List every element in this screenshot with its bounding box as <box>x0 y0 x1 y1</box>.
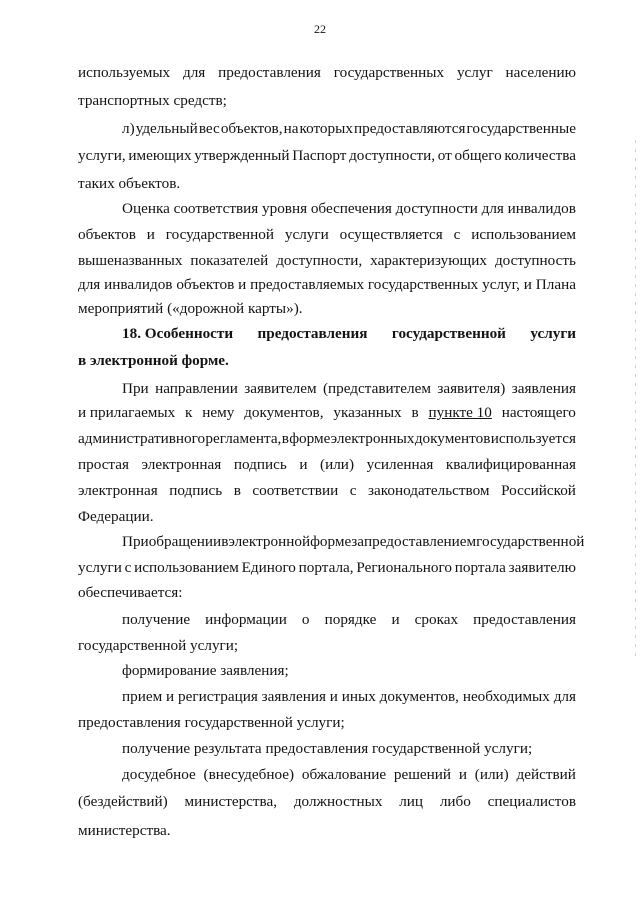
word: для <box>481 200 504 217</box>
text-line <box>78 559 576 577</box>
word: предоставления <box>257 325 368 342</box>
text-line: обеспечивается: <box>78 584 183 601</box>
scan-edge-marks <box>635 140 636 660</box>
word: квалифицированная <box>445 456 576 473</box>
word: указанных <box>333 404 402 421</box>
word: Паспорт <box>292 147 347 164</box>
word: документов, <box>244 404 324 421</box>
text-line: государственной услуги; <box>78 637 239 654</box>
text-line <box>78 147 576 165</box>
word: действий <box>516 766 576 783</box>
word: населению <box>505 64 576 81</box>
text-line <box>122 380 576 398</box>
word: в <box>281 430 289 447</box>
text-line <box>78 226 576 244</box>
word: (бездействий) <box>78 793 168 810</box>
word: портала, <box>298 559 354 576</box>
word: соответствия <box>173 200 259 217</box>
word: электронная <box>141 456 222 473</box>
word: законодательством <box>368 482 490 499</box>
word: услуги <box>78 559 122 576</box>
word: обжалование <box>301 766 387 783</box>
word: либо <box>439 793 471 810</box>
word: электронной <box>228 533 311 550</box>
word: с <box>349 482 357 499</box>
word: объектов <box>176 276 235 293</box>
text-line <box>78 456 576 474</box>
word: используется <box>490 430 576 447</box>
word: в <box>221 533 229 550</box>
word: для <box>78 276 101 293</box>
text-line <box>78 482 576 500</box>
word: форме <box>310 533 352 550</box>
word: иных <box>341 688 376 705</box>
word: документов <box>414 430 491 447</box>
word: л) <box>122 120 135 137</box>
word: объектов, <box>220 120 283 137</box>
word: к <box>185 404 193 421</box>
word: и <box>166 688 175 705</box>
word: усиленная <box>366 456 434 473</box>
word: и прилагаемых <box>78 404 176 421</box>
text-line <box>122 611 576 629</box>
word: использованием <box>471 226 576 243</box>
word: осуществляется <box>339 226 443 243</box>
text-line: министерства. <box>78 822 171 839</box>
text-line: мероприятий («дорожной карты»). <box>78 300 303 317</box>
word: характеризующих <box>370 252 487 269</box>
word: доступность <box>494 252 576 269</box>
word: настоящего <box>501 404 576 421</box>
text-line: таких объектов. <box>78 175 181 192</box>
word: и <box>299 456 308 473</box>
text-line <box>122 688 576 706</box>
word: простая <box>78 456 129 473</box>
word: нему <box>202 404 235 421</box>
word: которых <box>299 120 353 137</box>
word: заявителем <box>244 380 317 397</box>
word: для <box>553 688 576 705</box>
word: специалистов <box>487 793 576 810</box>
text-line: транспортных средств; <box>78 92 227 109</box>
word: доступности, <box>276 252 363 269</box>
word: лиц <box>399 793 424 810</box>
word: электронных <box>330 430 415 447</box>
word: (внесудебное) <box>203 766 295 783</box>
text-line: предоставления государственной услуги; <box>78 714 345 731</box>
word: государственных <box>367 276 479 293</box>
word: обеспечения <box>310 200 392 217</box>
text-line: формирование заявления; <box>122 662 289 679</box>
word: Единого <box>241 559 296 576</box>
word: инвалидов <box>104 276 173 293</box>
word: предоставления <box>218 64 321 81</box>
word: государственной <box>391 325 506 342</box>
word: о <box>301 611 310 628</box>
word: получение <box>122 611 191 628</box>
word: должностных <box>293 793 383 810</box>
word: направлении <box>155 380 238 397</box>
word: государственной <box>476 533 585 550</box>
word: соответствии <box>252 482 339 499</box>
word: Российской <box>501 482 576 499</box>
word: решений <box>393 766 452 783</box>
word: в <box>411 404 419 421</box>
text-line <box>122 120 576 138</box>
word: заявления <box>261 688 326 705</box>
word: государственной <box>165 226 275 243</box>
word: вес <box>198 120 220 137</box>
word: государственные <box>466 120 576 137</box>
word: портала <box>454 559 506 576</box>
word: доступности <box>395 200 478 217</box>
word: общего <box>454 147 502 164</box>
word: объектов <box>78 226 136 243</box>
word: для <box>182 64 206 81</box>
text-line <box>78 793 576 811</box>
word: Оценка <box>122 200 170 217</box>
word: 18. Особенности <box>122 325 234 342</box>
text-line: Федерации. <box>78 508 154 525</box>
text-line <box>122 766 576 784</box>
word: (или) <box>474 766 509 783</box>
word: государственных <box>333 64 445 81</box>
word: регистрация <box>178 688 258 705</box>
word: и <box>146 226 155 243</box>
word: (представителем <box>322 380 431 397</box>
word: услуги <box>530 325 576 342</box>
word: вышеназванных <box>78 252 183 269</box>
word: услуг <box>456 64 493 81</box>
clause-link[interactable]: пункте 10 <box>428 404 492 421</box>
word: заявления <box>511 380 576 397</box>
word: и <box>238 276 247 293</box>
word: прием <box>122 688 163 705</box>
word: необходимых <box>462 688 550 705</box>
word: предоставлением <box>364 533 477 550</box>
word: документов, <box>379 688 459 705</box>
text-line <box>78 252 576 270</box>
word: При <box>122 533 149 550</box>
word: обращении <box>148 533 222 550</box>
word: и <box>391 611 400 628</box>
word: от <box>437 147 452 164</box>
section-heading: в электронной форме. <box>78 352 229 369</box>
word: форме <box>289 430 331 447</box>
word: предоставления <box>473 611 576 628</box>
text-line <box>78 276 576 294</box>
word: за <box>351 533 364 550</box>
text-line <box>78 404 576 422</box>
word: услуги <box>284 226 329 243</box>
word: досудебное <box>122 766 196 783</box>
word: показателей <box>190 252 269 269</box>
word: электронная <box>78 482 158 499</box>
word: утвержденный <box>194 147 290 164</box>
text-line <box>78 430 576 448</box>
word: использованием <box>134 559 239 576</box>
word: инвалидов <box>507 200 576 217</box>
text-line <box>122 533 585 551</box>
word: Плана <box>535 276 576 293</box>
word: предоставляемых <box>250 276 365 293</box>
word: услуги, <box>78 147 126 164</box>
word: регламента, <box>205 430 282 447</box>
text-line <box>78 64 576 82</box>
word: заявителя) <box>437 380 506 397</box>
word: Регионального <box>356 559 452 576</box>
word: порядке <box>324 611 377 628</box>
word: административного <box>78 430 206 447</box>
word: на <box>283 120 299 137</box>
word: и <box>329 688 338 705</box>
word: с <box>453 226 461 243</box>
word: и <box>458 766 467 783</box>
word: предоставляются <box>353 120 466 137</box>
word: используемых <box>78 64 171 81</box>
word: количества <box>504 147 576 164</box>
word: информации <box>205 611 287 628</box>
text-line: получение результата предоставления государственной услуги; <box>122 740 533 757</box>
word: заявителю <box>508 559 576 576</box>
word: доступности, <box>349 147 436 164</box>
word: в <box>233 482 241 499</box>
page-number: 22 <box>314 22 326 36</box>
section-heading <box>122 325 576 343</box>
word: подпись <box>169 482 223 499</box>
text-line <box>122 200 576 218</box>
word: министерства, <box>184 793 278 810</box>
word: с <box>124 559 132 576</box>
word: (или) <box>320 456 354 473</box>
word: имеющих <box>128 147 192 164</box>
word: уровня <box>262 200 308 217</box>
word: подпись <box>233 456 287 473</box>
word: При <box>122 380 149 397</box>
word: услуг, <box>482 276 520 293</box>
word: и <box>523 276 532 293</box>
word: удельный <box>135 120 198 137</box>
word: сроках <box>414 611 459 628</box>
